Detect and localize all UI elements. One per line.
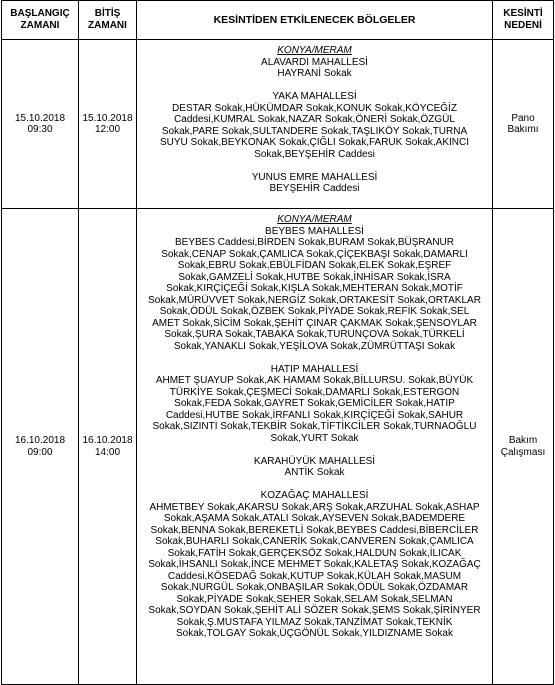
header-end-time: BİTİŞ ZAMANI [79, 1, 137, 40]
district-name: KONYA/MERAM [277, 214, 352, 225]
end-cell: 16.10.2018 14:00 [79, 209, 137, 685]
end-cell: 15.10.2018 12:00 [79, 40, 137, 209]
neighborhood-block: ALAVARDI MAHALLESİ HAYRANİ Sokak [261, 56, 368, 79]
header-reason: KESİNTİ NEDENİ [493, 1, 554, 40]
neighborhood-block: YUNUS EMRE MAHALLESİ BEYŞEHİR Caddesi [251, 171, 378, 194]
table-row [2, 209, 554, 685]
outage-table [1, 0, 554, 685]
start-cell: 16.10.2018 09:00 [2, 209, 79, 685]
table-row [2, 40, 554, 209]
neighborhood-block: BEYBES MAHALLESİ BEYBES Caddesi,BİRDEN Sokak,BURAM Sokak,BÜŞRANUR Sokak,CENAP Sokak,ÇAMLICA Sokak,ÇİÇEKBAŞI Sokak,DAMARLI Sokak,EBRU Sokak,EBÜLFİDAN Sokak,ELEK Sokak,EŞREF Sokak,GAMZELİ Sokak,HUTBE Sokak,İNHİSAR Sokak,İSRA Sokak,KIRÇİÇEĞİ Sokak,KIŞLA Sokak,MEHTERAN Sokak,MOTİF Sokak,MÜRÜVVET Sokak,NERGİZ Sokak,ORTAKESİT Sokak,ORTAKLAR Sokak,ÖDÜL Sokak,ÖZBEK Sokak,PİYADE Sokak,REFİK Sokak,SEL AMET Sokak,SİCİM Sokak,ŞEHİT ÇINAR ÇAKMAK Sokak,ŞENSOYLAR Sokak,ŞURA Sokak,TABAKA Sokak,TURUNÇOVA Sokak,TÜRKELİ Sokak,YANAKLI Sokak,YEŞİLOVA Sokak,ZÜMRÜTTAŞI Sokak [148, 225, 481, 352]
neighborhood-block: YAKA MAHALLESİ DESTAR Sokak,HÜKÜMDAR Sokak,KONUK Sokak,KÖYCEĞİZ Caddesi,KUMRAL Sokak,NAZAR Sokak,ÖNERİ Sokak,ÖZGÜL Sokak,PARE Sokak,SULTANDERE Sokak,TAŞLIKÖY Sokak,TURNA SUYU Sokak,BEYKONAK Sokak,ÇIĞLI Sokak,FARUK Sokak,AKINCI Sokak,BEYŞEHİR Caddesi [160, 91, 469, 160]
start-cell: 15.10.2018 09:30 [2, 40, 79, 209]
header-start-time: BAŞLANGIÇ ZAMANI [2, 1, 79, 40]
header-row [2, 1, 554, 40]
neighborhood-block: HATIP MAHALLESİ AHMET ŞUAYUP Sokak,AK HAMAM Sokak,BİLLURSU. Sokak,BÜYÜK TÜRKİYE Sokak,ÇEŞMECİ Sokak,DAMARLI Sokak,ESTERGON Sokak,FEDA Sokak,GAYRET Sokak,GEMİCİLER Sokak,HATIP Caddesi,HUTBE Sokak,İRFANLI Sokak,KIRÇİÇEĞİ Sokak,SAHUR Sokak,SIZINTI Sokak,TEKBİR Sokak,TİFTİKCİLER Sokak,TURNAOĞLU Sokak,YURT Sokak [152, 363, 477, 444]
district-name: KONYA/MERAM [277, 45, 352, 56]
reason-cell: Pano Bakımı [493, 40, 554, 209]
header-affected-regions: KESİNTİDEN ETKİLENECEK BÖLGELER [137, 1, 493, 40]
regions-cell [137, 40, 493, 209]
neighborhood-block: KARAHÜYÜK MAHALLESİ ANTİK Sokak [253, 455, 376, 478]
neighborhood-block: KOZAĞAÇ MAHALLESİ AHMETBEY Sokak,AKARSU Sokak,ARŞ Sokak,ARZUHAL Sokak,ASHAP Sokak,AŞAMA Sokak,ATALI Sokak,AYSEVEN Sokak,BADEMDERE Sokak,BENNA Sokak,BEREKETLİ Sokak,BEYBES Caddesi,BİBERCİLER Sokak,BUHARLI Sokak,CANERİK Sokak,CANVEREN Sokak,ÇAMLICA Sokak,FATİH Sokak,GERÇEKSÖZ Sokak,HALDUN Sokak,İLICAK Sokak,İHSANLI Sokak,İNCE MEHMET Sokak,KALETAŞ Sokak,KOZAĞAÇ Caddesi,KÖSEDAĞ Sokak,KUTUP Sokak,KÜLAH Sokak,MASUM Sokak,NURGÜL Sokak,ONBAŞILAR Sokak,ÖDÜL Sokak,ÖZDAMAR Sokak,PİYADE Sokak,SEHER Sokak,SELAM Sokak,SELMAN Sokak,SOYDAN Sokak,ŞEHİT ALİ SÖZER Sokak,ŞEMS Sokak,ŞİRİNYER Sokak,Ş.MUSTAFA YILMAZ Sokak,TANZİMAT Sokak,TEKNİK Sokak,TOLGAY Sokak,ÜÇGÖNÜL Sokak,YILDIZNAME Sokak [148, 490, 481, 639]
reason-cell: Bakım Çalışması [493, 209, 554, 685]
regions-cell [137, 209, 493, 685]
